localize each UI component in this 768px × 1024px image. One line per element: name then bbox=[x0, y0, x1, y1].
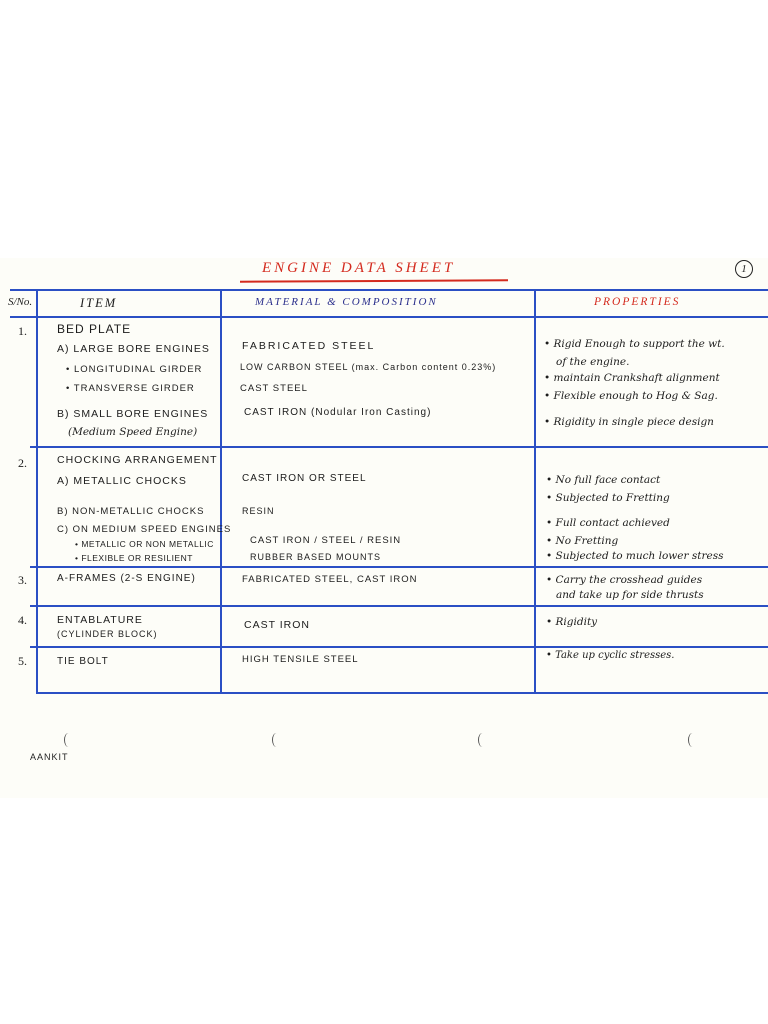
row-1-sno: 1. bbox=[18, 324, 27, 338]
row-3-item-line: A-FRAMES (2-S ENGINE) bbox=[57, 573, 196, 584]
item-column-rule bbox=[220, 289, 222, 694]
row-5-material-line: HIGH TENSILE STEEL bbox=[242, 654, 359, 665]
row-5-property-line: • Take up cyclic stresses. bbox=[546, 650, 675, 661]
sheet-title: ENGINE DATA SHEET bbox=[262, 260, 456, 276]
row-2-item-line: • METALLIC OR NON METALLIC bbox=[75, 539, 214, 549]
table-bottom-rule bbox=[36, 692, 768, 694]
punch-hole-mark bbox=[272, 733, 281, 747]
row-1-item-line: • TRANSVERSE GIRDER bbox=[66, 383, 195, 394]
row-3-bottom-rule bbox=[30, 605, 768, 607]
row-3-sno: 3. bbox=[18, 573, 27, 587]
row-2-property-line: • Subjected to much lower stress bbox=[546, 550, 724, 562]
row-1-item-line: • LONGITUDINAL GIRDER bbox=[66, 364, 203, 375]
row-1-material-line: CAST STEEL bbox=[240, 383, 308, 394]
row-4-material-line: CAST IRON bbox=[244, 619, 310, 631]
row-3-property-line: and take up for side thrusts bbox=[556, 589, 704, 601]
punch-hole-mark bbox=[64, 733, 73, 747]
author-signature: AANKIT bbox=[30, 752, 69, 762]
row-5-sno: 5. bbox=[18, 654, 27, 668]
sno-column-rule bbox=[36, 289, 38, 694]
row-2-bottom-rule bbox=[30, 566, 768, 568]
row-1-item-line: A) LARGE BORE ENGINES bbox=[57, 343, 210, 355]
punch-hole-mark bbox=[478, 733, 487, 747]
table-top-rule bbox=[10, 289, 768, 291]
row-1-property-line: • Rigidity in single piece design bbox=[544, 416, 714, 428]
row-2-property-line: • Subjected to Fretting bbox=[546, 492, 670, 504]
row-2-property-line: • No full face contact bbox=[546, 474, 661, 486]
row-2-item-line: A) METALLIC CHOCKS bbox=[57, 475, 187, 487]
material-column-rule bbox=[534, 289, 536, 694]
row-1-property-line: of the engine. bbox=[556, 356, 630, 368]
row-1-material-line: FABRICATED STEEL bbox=[242, 340, 376, 352]
row-2-sno: 2. bbox=[18, 456, 27, 470]
row-1-property-line: • maintain Crankshaft alignment bbox=[544, 372, 720, 384]
row-1-material-line: LOW CARBON STEEL (max. Carbon content 0.23%) bbox=[240, 362, 497, 372]
column-header-material: MATERIAL & COMPOSITION bbox=[255, 296, 438, 308]
column-header-item: ITEM bbox=[80, 296, 118, 310]
row-2-item-line: C) ON MEDIUM SPEED ENGINES bbox=[57, 524, 232, 535]
column-header-sno: S/No. bbox=[8, 296, 33, 308]
row-2-material-line: RUBBER BASED MOUNTS bbox=[250, 552, 382, 562]
row-2-item-line: B) NON-METALLIC CHOCKS bbox=[57, 506, 205, 517]
row-1-item-line: B) SMALL BORE ENGINES bbox=[57, 408, 209, 420]
row-2-item-line: CHOCKING ARRANGEMENT bbox=[57, 454, 218, 466]
row-4-bottom-rule bbox=[30, 646, 768, 648]
row-2-item-line: • FLEXIBLE OR RESILIENT bbox=[75, 553, 193, 563]
row-4-sno: 4. bbox=[18, 613, 27, 627]
row-4-property-line: • Rigidity bbox=[546, 616, 598, 628]
column-header-properties: PROPERTIES bbox=[594, 296, 681, 308]
header-bottom-rule bbox=[10, 316, 768, 318]
row-1-property-line: • Flexible enough to Hog & Sag. bbox=[544, 390, 718, 402]
row-2-material-line: RESIN bbox=[242, 506, 275, 516]
row-2-property-line: • Full contact achieved bbox=[546, 517, 670, 529]
row-4-item-line: ENTABLATURE bbox=[57, 614, 143, 626]
row-3-material-line: FABRICATED STEEL, CAST IRON bbox=[242, 574, 418, 585]
row-2-material-line: CAST IRON / STEEL / RESIN bbox=[250, 535, 402, 546]
row-3-property-line: • Carry the crosshead guides bbox=[546, 574, 703, 586]
row-2-material-line: CAST IRON OR STEEL bbox=[242, 473, 367, 484]
row-1-item-line: BED PLATE bbox=[57, 322, 132, 336]
row-1-property-line: • Rigid Enough to support the wt. bbox=[544, 338, 725, 350]
row-1-item-line: (Medium Speed Engine) bbox=[68, 426, 198, 438]
row-1-material-line: CAST IRON (Nodular Iron Casting) bbox=[244, 407, 432, 418]
row-1-bottom-rule bbox=[30, 446, 768, 448]
row-4-item-line: (CYLINDER BLOCK) bbox=[57, 629, 158, 639]
page-number: 1 bbox=[735, 260, 753, 278]
row-5-item-line: TIE BOLT bbox=[57, 656, 109, 667]
row-2-property-line: • No Fretting bbox=[546, 535, 619, 547]
punch-hole-mark bbox=[688, 733, 697, 747]
